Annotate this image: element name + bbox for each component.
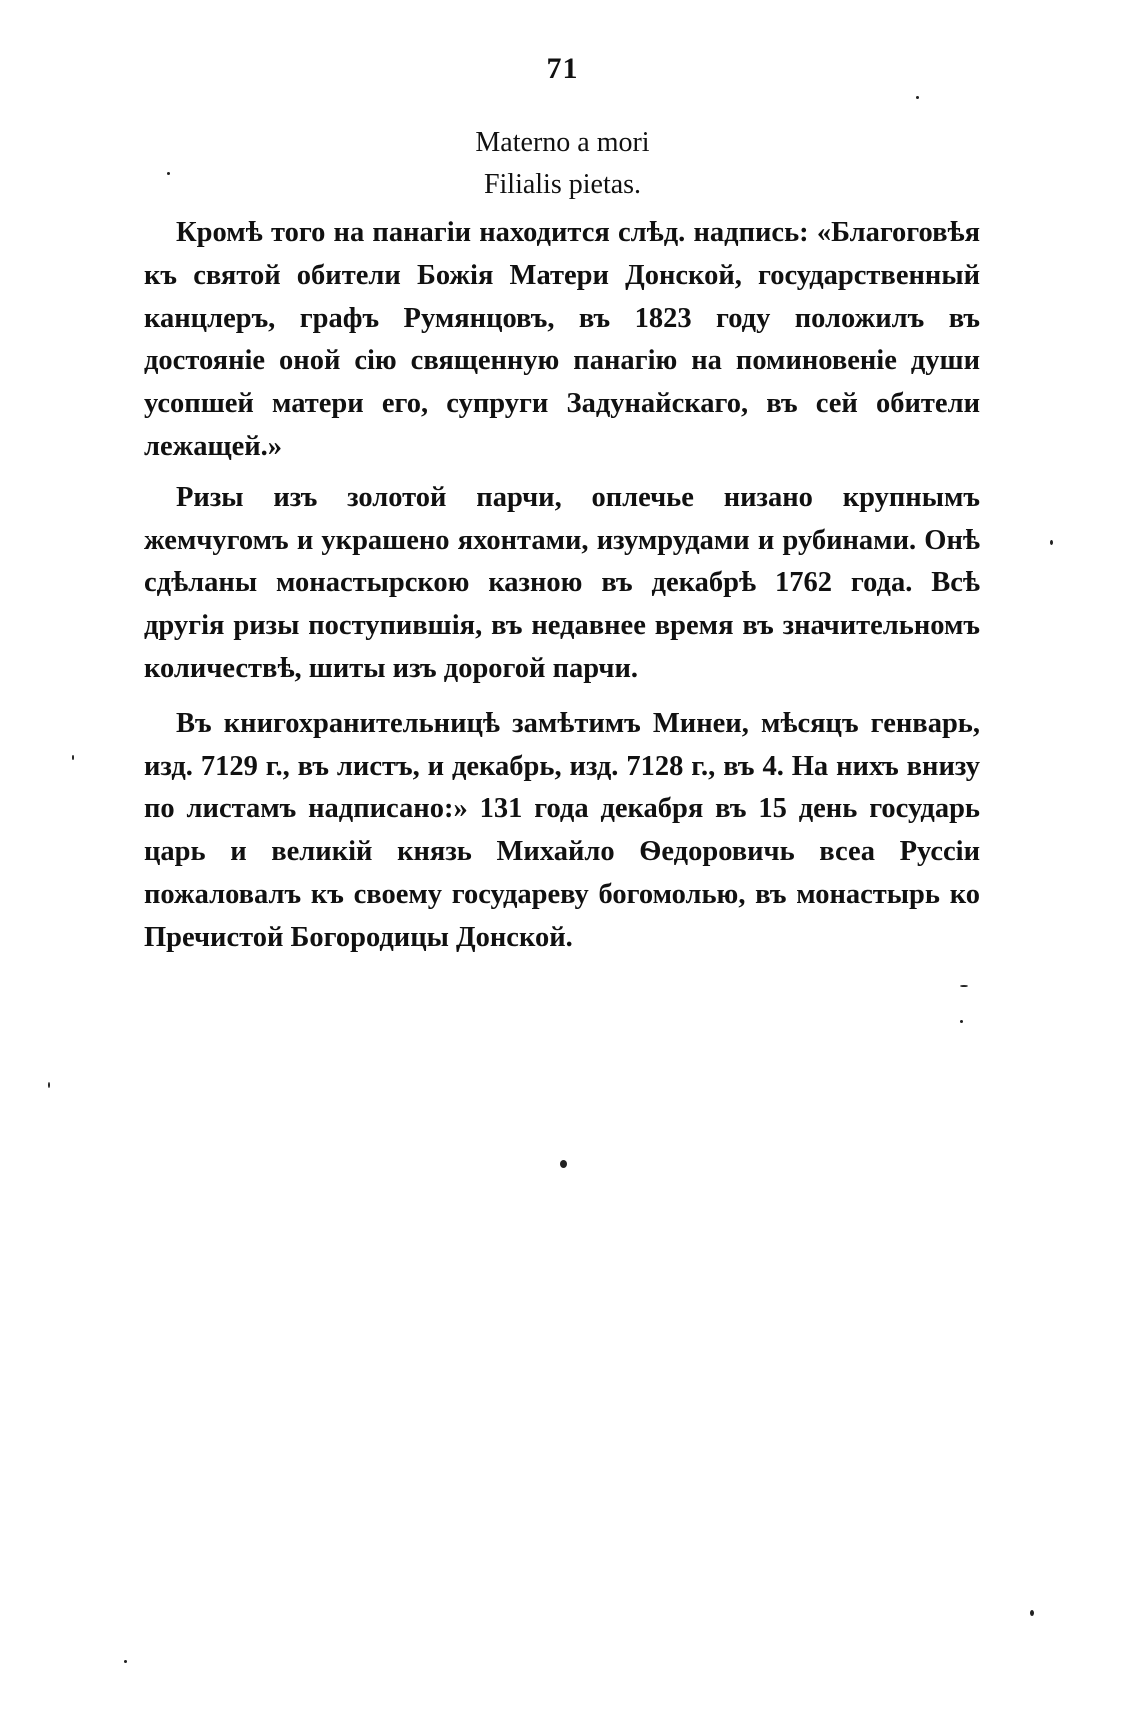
epigraph-line-2: Filialis pietas.: [483, 169, 642, 200]
scan-speck: [1050, 540, 1053, 545]
epigraph-line-1: Materno a mori: [475, 127, 650, 158]
body-text: [144, 212, 980, 960]
scan-speck: [960, 985, 968, 987]
epigraph: [0, 122, 1125, 206]
scan-speck: [48, 1082, 50, 1088]
scan-speck: [1030, 1610, 1034, 1616]
scan-speck: [916, 96, 919, 99]
paragraph-panagia-inscription: Кромѣ того на панагіи находится слѣд. надпись: «Благоговѣя къ святой обители Божія Матери Донской, государственный канцлеръ, графъ Румянцовъ, въ 1823 году положилъ въ достояніе оной сію священную панагію на поминовеніе души усопшей матери его, супруги Задунайскаго, въ сей обители лежащей.»: [144, 217, 980, 462]
paragraph-library-menaion: Въ книгохранительницѣ замѣтимъ Минеи, мѣсяцъ генварь, изд. 7129 г., въ листъ, и декабрь, изд. 7128 г., въ 4. На нихъ внизу по листамъ надписано:» 131 года декабря въ 15 день государь царь и великій князь Михайло Ѳедоровичь всеа Руссіи пожаловалъ къ своему государеву богомолью, въ монастырь ко Пречистой Богородицы Донской.: [144, 707, 980, 953]
scan-speck: [960, 1020, 963, 1023]
page-number: 71: [546, 52, 579, 85]
scan-speck: [560, 1160, 567, 1168]
paragraph-vestments: Ризы изъ золотой парчи, оплечье низано крупнымъ жемчугомъ и украшено яхонтами, изумрудами и рубинами. Онѣ сдѣланы монастырскою казною въ декабрѣ 1762 года. Всѣ другія ризы поступившія, въ недавнее время въ значительномъ количествѣ, шиты изъ дорогой парчи.: [144, 481, 980, 684]
scan-speck: [167, 172, 170, 175]
scan-speck: [124, 1660, 127, 1663]
scan-speck: [72, 755, 74, 760]
